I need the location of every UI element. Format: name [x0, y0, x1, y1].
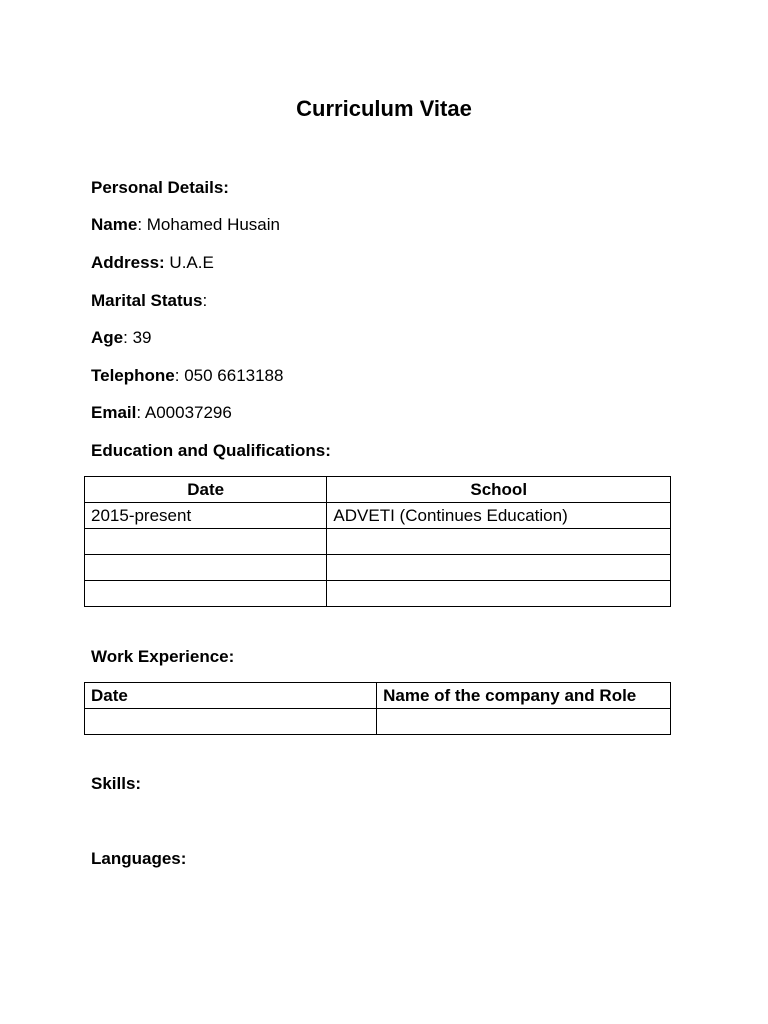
table-row: [85, 709, 671, 735]
education-cell-school: ADVETI (Continues Education): [327, 503, 671, 529]
education-cell-school: [327, 555, 671, 581]
address-value: U.A.E: [164, 253, 214, 272]
work-cell-date: [85, 709, 377, 735]
work-header-row: [85, 683, 671, 709]
skills-heading: Skills:: [91, 774, 142, 793]
education-header-date: Date: [85, 477, 327, 503]
address-line: [91, 253, 214, 273]
name-value: : Mohamed Husain: [137, 215, 280, 234]
age-label: Age: [91, 328, 124, 347]
email-value: : A00037296: [136, 403, 232, 422]
work-cell-company-role: [377, 709, 671, 735]
age-value: : 39: [123, 328, 152, 347]
age-line: [91, 328, 151, 348]
languages-heading: Languages:: [91, 849, 187, 868]
education-cell-school: [327, 581, 671, 607]
table-row: [85, 503, 671, 529]
work-header-company-role: Name of the company and Role: [377, 683, 671, 709]
personal-details-heading: Personal Details:: [91, 178, 229, 197]
education-cell-date: [85, 555, 327, 581]
education-cell-date: [85, 529, 327, 555]
education-header-school: School: [327, 477, 671, 503]
work-header-date: Date: [85, 683, 377, 709]
page-title: Curriculum Vitae: [296, 96, 472, 121]
telephone-label: Telephone: [91, 366, 175, 385]
telephone-value: : 050 6613188: [174, 366, 284, 385]
table-row: [85, 529, 671, 555]
education-header-row: [85, 477, 671, 503]
marital-status-label: Marital Status: [91, 291, 203, 310]
work-experience-heading: Work Experience:: [91, 647, 235, 666]
education-cell-date: [85, 581, 327, 607]
table-row: [85, 581, 671, 607]
marital-status-line: [91, 291, 207, 311]
education-cell-school: [327, 529, 671, 555]
address-label: Address:: [91, 253, 165, 272]
education-table: [84, 476, 671, 607]
work-experience-table: [84, 682, 671, 735]
name-label: Name: [91, 215, 138, 234]
education-heading: Education and Qualifications:: [91, 441, 331, 460]
name-line: [91, 215, 280, 235]
table-row: [85, 555, 671, 581]
marital-status-value: :: [202, 291, 208, 310]
email-label: Email: [91, 403, 137, 422]
education-cell-date: 2015-present: [85, 503, 327, 529]
email-line: [91, 403, 232, 423]
telephone-line: [91, 366, 283, 386]
